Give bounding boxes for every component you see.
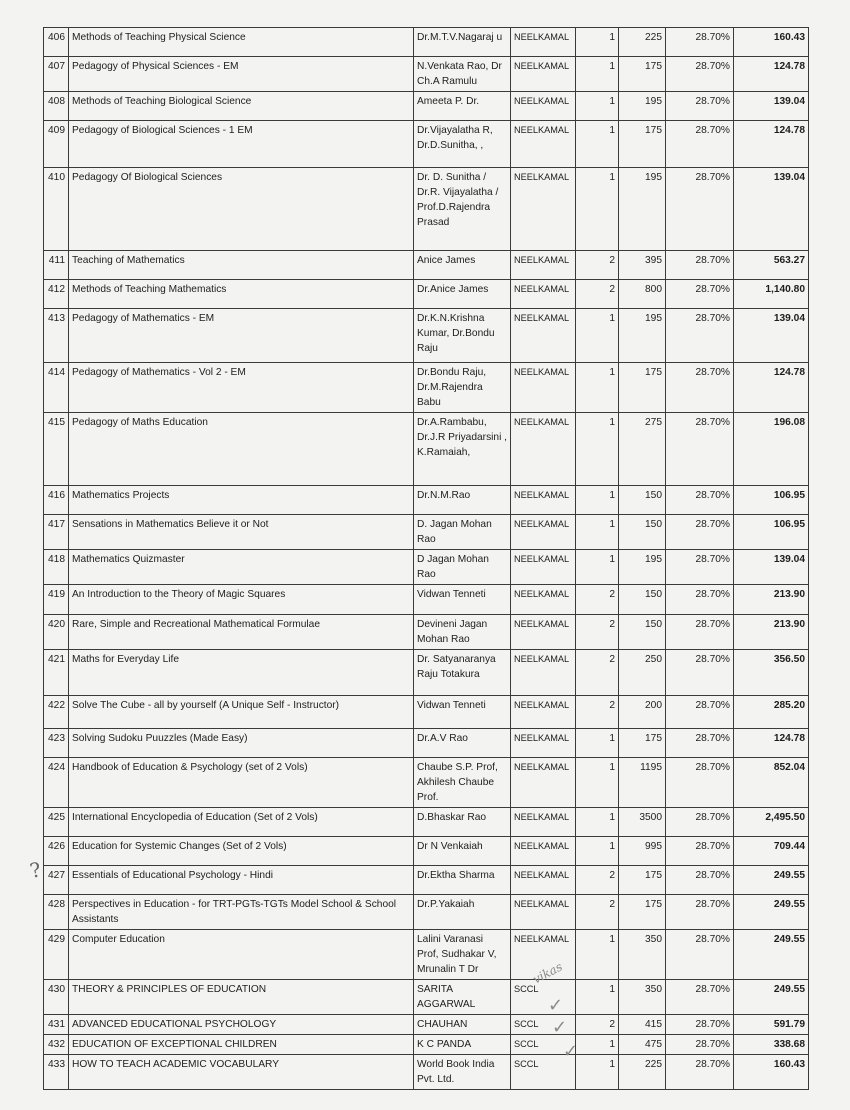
publisher: NEELKAMAL [511, 486, 576, 515]
discount-rate: 28.70% [666, 930, 734, 980]
author-name: D. Jagan Mohan Rao [414, 515, 511, 550]
unit-price: 225 [619, 1055, 666, 1090]
book-list-table [43, 27, 809, 1090]
net-amount: 709.44 [734, 837, 809, 866]
discount-rate: 28.70% [666, 280, 734, 309]
book-title: Rare, Simple and Recreational Mathematical Formulae [69, 615, 414, 650]
margin-question-mark: ? [27, 857, 44, 883]
table-row [44, 808, 809, 837]
author-name: D Jagan Mohan Rao [414, 550, 511, 585]
publisher: NEELKAMAL [511, 585, 576, 615]
net-amount: 2,495.50 [734, 808, 809, 837]
quantity: 1 [576, 808, 619, 837]
quantity: 1 [576, 28, 619, 57]
publisher: SCCL [511, 1055, 576, 1090]
item-number: 409 [44, 121, 69, 168]
quantity: 1 [576, 980, 619, 1015]
discount-rate: 28.70% [666, 550, 734, 585]
quantity: 2 [576, 895, 619, 930]
book-title: Solving Sudoku Puuzzles (Made Easy) [69, 729, 414, 758]
publisher: NEELKAMAL [511, 758, 576, 808]
net-amount: 160.43 [734, 1055, 809, 1090]
item-number: 418 [44, 550, 69, 585]
book-title: THEORY & PRINCIPLES OF EDUCATION [69, 980, 414, 1015]
item-number: 428 [44, 895, 69, 930]
discount-rate: 28.70% [666, 1055, 734, 1090]
discount-rate: 28.70% [666, 1015, 734, 1035]
table-row [44, 280, 809, 309]
discount-rate: 28.70% [666, 309, 734, 363]
item-number: 424 [44, 758, 69, 808]
table-row [44, 696, 809, 729]
quantity: 1 [576, 121, 619, 168]
table-row [44, 57, 809, 92]
unit-price: 250 [619, 650, 666, 696]
net-amount: 124.78 [734, 729, 809, 758]
item-number: 416 [44, 486, 69, 515]
quantity: 2 [576, 280, 619, 309]
author-name: SARITA AGGARWAL [414, 980, 511, 1015]
author-name: CHAUHAN [414, 1015, 511, 1035]
table-row [44, 1035, 809, 1055]
item-number: 425 [44, 808, 69, 837]
discount-rate: 28.70% [666, 758, 734, 808]
discount-rate: 28.70% [666, 585, 734, 615]
tick-mark-icon: ✓ [552, 1017, 568, 1038]
table-row [44, 729, 809, 758]
book-title: Methods of Teaching Biological Science [69, 92, 414, 121]
net-amount: 356.50 [734, 650, 809, 696]
author-name: Dr. D. Sunitha / Dr.R. Vijayalatha / Prof.D.Rajendra Prasad [414, 168, 511, 251]
author-name: Dr.Vijayalatha R, Dr.D.Sunitha, , [414, 121, 511, 168]
publisher: NEELKAMAL [511, 168, 576, 251]
quantity: 2 [576, 696, 619, 729]
net-amount: 852.04 [734, 758, 809, 808]
author-name: Dr.Bondu Raju, Dr.M.Rajendra Babu [414, 363, 511, 413]
unit-price: 175 [619, 57, 666, 92]
book-title: Pedagogy of Mathematics - EM [69, 309, 414, 363]
unit-price: 995 [619, 837, 666, 866]
author-name: Dr.P.Yakaiah [414, 895, 511, 930]
author-name: Vidwan Tenneti [414, 696, 511, 729]
table-row [44, 980, 809, 1015]
discount-rate: 28.70% [666, 413, 734, 486]
item-number: 426 [44, 837, 69, 866]
book-title: Essentials of Educational Psychology - Hindi [69, 866, 414, 895]
publisher: NEELKAMAL [511, 92, 576, 121]
net-amount: 139.04 [734, 168, 809, 251]
item-number: 432 [44, 1035, 69, 1055]
unit-price: 415 [619, 1015, 666, 1035]
quantity: 1 [576, 413, 619, 486]
discount-rate: 28.70% [666, 980, 734, 1015]
quantity: 1 [576, 837, 619, 866]
quantity: 1 [576, 486, 619, 515]
quantity: 1 [576, 729, 619, 758]
author-name: Dr.A.Rambabu, Dr.J.R Priyadarsini , K.Ramaiah, [414, 413, 511, 486]
publisher: NEELKAMAL [511, 808, 576, 837]
discount-rate: 28.70% [666, 866, 734, 895]
handwritten-signature: vikas [530, 959, 565, 987]
book-title: Mathematics Quizmaster [69, 550, 414, 585]
table-row [44, 650, 809, 696]
table-row [44, 92, 809, 121]
unit-price: 350 [619, 930, 666, 980]
quantity: 1 [576, 309, 619, 363]
unit-price: 475 [619, 1035, 666, 1055]
item-number: 410 [44, 168, 69, 251]
net-amount: 160.43 [734, 28, 809, 57]
item-number: 414 [44, 363, 69, 413]
unit-price: 275 [619, 413, 666, 486]
net-amount: 139.04 [734, 92, 809, 121]
book-title: Education for Systemic Changes (Set of 2 Vols) [69, 837, 414, 866]
unit-price: 225 [619, 28, 666, 57]
item-number: 413 [44, 309, 69, 363]
table-row [44, 866, 809, 895]
unit-price: 195 [619, 168, 666, 251]
table-row [44, 309, 809, 363]
book-title: Computer Education [69, 930, 414, 980]
net-amount: 106.95 [734, 515, 809, 550]
unit-price: 200 [619, 696, 666, 729]
author-name: Dr.N.M.Rao [414, 486, 511, 515]
unit-price: 195 [619, 92, 666, 121]
book-title: Methods of Teaching Physical Science [69, 28, 414, 57]
quantity: 2 [576, 615, 619, 650]
table-row [44, 413, 809, 486]
unit-price: 175 [619, 121, 666, 168]
author-name: Dr. Satyanaranya Raju Totakura [414, 650, 511, 696]
item-number: 431 [44, 1015, 69, 1035]
discount-rate: 28.70% [666, 121, 734, 168]
book-title: Pedagogy of Maths Education [69, 413, 414, 486]
item-number: 420 [44, 615, 69, 650]
book-title: Maths for Everyday Life [69, 650, 414, 696]
publisher: NEELKAMAL [511, 280, 576, 309]
publisher: NEELKAMAL [511, 57, 576, 92]
net-amount: 249.55 [734, 895, 809, 930]
item-number: 415 [44, 413, 69, 486]
author-name: Lalini Varanasi Prof, Sudhakar V, Mrunalin T Dr [414, 930, 511, 980]
quantity: 2 [576, 866, 619, 895]
net-amount: 249.55 [734, 930, 809, 980]
net-amount: 249.55 [734, 980, 809, 1015]
publisher: NEELKAMAL [511, 729, 576, 758]
quantity: 2 [576, 251, 619, 280]
author-name: Dr N Venkaiah [414, 837, 511, 866]
net-amount: 124.78 [734, 363, 809, 413]
net-amount: 213.90 [734, 585, 809, 615]
net-amount: 124.78 [734, 57, 809, 92]
discount-rate: 28.70% [666, 251, 734, 280]
quantity: 1 [576, 92, 619, 121]
net-amount: 139.04 [734, 550, 809, 585]
quantity: 1 [576, 1055, 619, 1090]
book-title: HOW TO TEACH ACADEMIC VOCABULARY [69, 1055, 414, 1090]
publisher: NEELKAMAL [511, 121, 576, 168]
quantity: 2 [576, 650, 619, 696]
item-number: 430 [44, 980, 69, 1015]
book-title: Methods of Teaching Mathematics [69, 280, 414, 309]
unit-price: 1195 [619, 758, 666, 808]
net-amount: 249.55 [734, 866, 809, 895]
book-title: Perspectives in Education - for TRT-PGTs-TGTs Model School & School Assistants [69, 895, 414, 930]
item-number: 423 [44, 729, 69, 758]
net-amount: 124.78 [734, 121, 809, 168]
author-name: K C PANDA [414, 1035, 511, 1055]
author-name: Dr.A.V Rao [414, 729, 511, 758]
book-title: Sensations in Mathematics Believe it or Not [69, 515, 414, 550]
quantity: 1 [576, 168, 619, 251]
discount-rate: 28.70% [666, 92, 734, 121]
net-amount: 213.90 [734, 615, 809, 650]
discount-rate: 28.70% [666, 363, 734, 413]
table-row [44, 550, 809, 585]
book-title: International Encyclopedia of Education (Set of 2 Vols) [69, 808, 414, 837]
item-number: 429 [44, 930, 69, 980]
publisher: NEELKAMAL [511, 895, 576, 930]
book-title: EDUCATION OF EXCEPTIONAL CHILDREN [69, 1035, 414, 1055]
publisher: NEELKAMAL [511, 515, 576, 550]
book-title: Solve The Cube - all by yourself (A Unique Self - Instructor) [69, 696, 414, 729]
unit-price: 800 [619, 280, 666, 309]
discount-rate: 28.70% [666, 650, 734, 696]
discount-rate: 28.70% [666, 729, 734, 758]
quantity: 1 [576, 363, 619, 413]
net-amount: 285.20 [734, 696, 809, 729]
item-number: 408 [44, 92, 69, 121]
table-row [44, 930, 809, 980]
tick-mark-icon: ✓ [548, 995, 564, 1016]
table-row [44, 895, 809, 930]
author-name: Vidwan Tenneti [414, 585, 511, 615]
unit-price: 175 [619, 866, 666, 895]
tick-mark-icon: ✓ [563, 1041, 579, 1062]
publisher: SCCL [511, 1035, 576, 1055]
discount-rate: 28.70% [666, 57, 734, 92]
net-amount: 563.27 [734, 251, 809, 280]
discount-rate: 28.70% [666, 28, 734, 57]
net-amount: 591.79 [734, 1015, 809, 1035]
discount-rate: 28.70% [666, 486, 734, 515]
net-amount: 139.04 [734, 309, 809, 363]
quantity: 2 [576, 1015, 619, 1035]
net-amount: 106.95 [734, 486, 809, 515]
author-name: Dr.K.N.Krishna Kumar, Dr.Bondu Raju [414, 309, 511, 363]
unit-price: 150 [619, 585, 666, 615]
unit-price: 175 [619, 895, 666, 930]
author-name: Dr.Ektha Sharma [414, 866, 511, 895]
book-title: Pedagogy of Biological Sciences - 1 EM [69, 121, 414, 168]
table-row [44, 121, 809, 168]
unit-price: 175 [619, 729, 666, 758]
author-name: Ameeta P. Dr. [414, 92, 511, 121]
table-row [44, 28, 809, 57]
author-name: Dr.M.T.V.Nagaraj u [414, 28, 511, 57]
discount-rate: 28.70% [666, 1035, 734, 1055]
book-title: Mathematics Projects [69, 486, 414, 515]
item-number: 406 [44, 28, 69, 57]
table-row [44, 837, 809, 866]
discount-rate: 28.70% [666, 837, 734, 866]
quantity: 1 [576, 758, 619, 808]
item-number: 407 [44, 57, 69, 92]
unit-price: 150 [619, 515, 666, 550]
table-row [44, 363, 809, 413]
unit-price: 395 [619, 251, 666, 280]
item-number: 421 [44, 650, 69, 696]
item-number: 417 [44, 515, 69, 550]
table-row [44, 758, 809, 808]
table-row [44, 168, 809, 251]
net-amount: 196.08 [734, 413, 809, 486]
table-row [44, 585, 809, 615]
item-number: 433 [44, 1055, 69, 1090]
net-amount: 1,140.80 [734, 280, 809, 309]
author-name: Devineni Jagan Mohan Rao [414, 615, 511, 650]
publisher: NEELKAMAL [511, 363, 576, 413]
book-title: Pedagogy of Physical Sciences - EM [69, 57, 414, 92]
quantity: 1 [576, 1035, 619, 1055]
book-title: ADVANCED EDUCATIONAL PSYCHOLOGY [69, 1015, 414, 1035]
quantity: 1 [576, 550, 619, 585]
author-name: World Book India Pvt. Ltd. [414, 1055, 511, 1090]
author-name: Anice James [414, 251, 511, 280]
author-name: Chaube S.P. Prof, Akhilesh Chaube Prof. [414, 758, 511, 808]
table-row [44, 1055, 809, 1090]
unit-price: 175 [619, 363, 666, 413]
discount-rate: 28.70% [666, 615, 734, 650]
book-title: An Introduction to the Theory of Magic Squares [69, 585, 414, 615]
author-name: N.Venkata Rao, Dr Ch.A Ramulu [414, 57, 511, 92]
publisher: NEELKAMAL [511, 309, 576, 363]
book-title: Handbook of Education & Psychology (set of 2 Vols) [69, 758, 414, 808]
discount-rate: 28.70% [666, 696, 734, 729]
discount-rate: 28.70% [666, 895, 734, 930]
unit-price: 195 [619, 550, 666, 585]
author-name: Dr.Anice James [414, 280, 511, 309]
book-title: Teaching of Mathematics [69, 251, 414, 280]
discount-rate: 28.70% [666, 808, 734, 837]
publisher: SCCL [511, 980, 576, 1015]
table-row [44, 1015, 809, 1035]
unit-price: 150 [619, 615, 666, 650]
unit-price: 350 [619, 980, 666, 1015]
table-row [44, 486, 809, 515]
publisher: SCCL [511, 1015, 576, 1035]
publisher: NEELKAMAL [511, 251, 576, 280]
discount-rate: 28.70% [666, 168, 734, 251]
unit-price: 3500 [619, 808, 666, 837]
table-row [44, 615, 809, 650]
item-number: 419 [44, 585, 69, 615]
quantity: 1 [576, 57, 619, 92]
publisher: NEELKAMAL [511, 550, 576, 585]
publisher: NEELKAMAL [511, 28, 576, 57]
item-number: 412 [44, 280, 69, 309]
quantity: 2 [576, 585, 619, 615]
item-number: 411 [44, 251, 69, 280]
publisher: NEELKAMAL [511, 413, 576, 486]
unit-price: 195 [619, 309, 666, 363]
book-title: Pedagogy of Mathematics - Vol 2 - EM [69, 363, 414, 413]
table-body [44, 28, 809, 1090]
table-row [44, 515, 809, 550]
publisher: NEELKAMAL [511, 650, 576, 696]
author-name: D.Bhaskar Rao [414, 808, 511, 837]
discount-rate: 28.70% [666, 515, 734, 550]
publisher: NEELKAMAL [511, 866, 576, 895]
item-number: 427 [44, 866, 69, 895]
unit-price: 150 [619, 486, 666, 515]
publisher: NEELKAMAL [511, 837, 576, 866]
publisher: NEELKAMAL [511, 696, 576, 729]
publisher: NEELKAMAL [511, 615, 576, 650]
publisher: NEELKAMAL [511, 930, 576, 980]
quantity: 1 [576, 515, 619, 550]
quantity: 1 [576, 930, 619, 980]
book-title: Pedagogy Of Biological Sciences [69, 168, 414, 251]
net-amount: 338.68 [734, 1035, 809, 1055]
item-number: 422 [44, 696, 69, 729]
table-row [44, 251, 809, 280]
